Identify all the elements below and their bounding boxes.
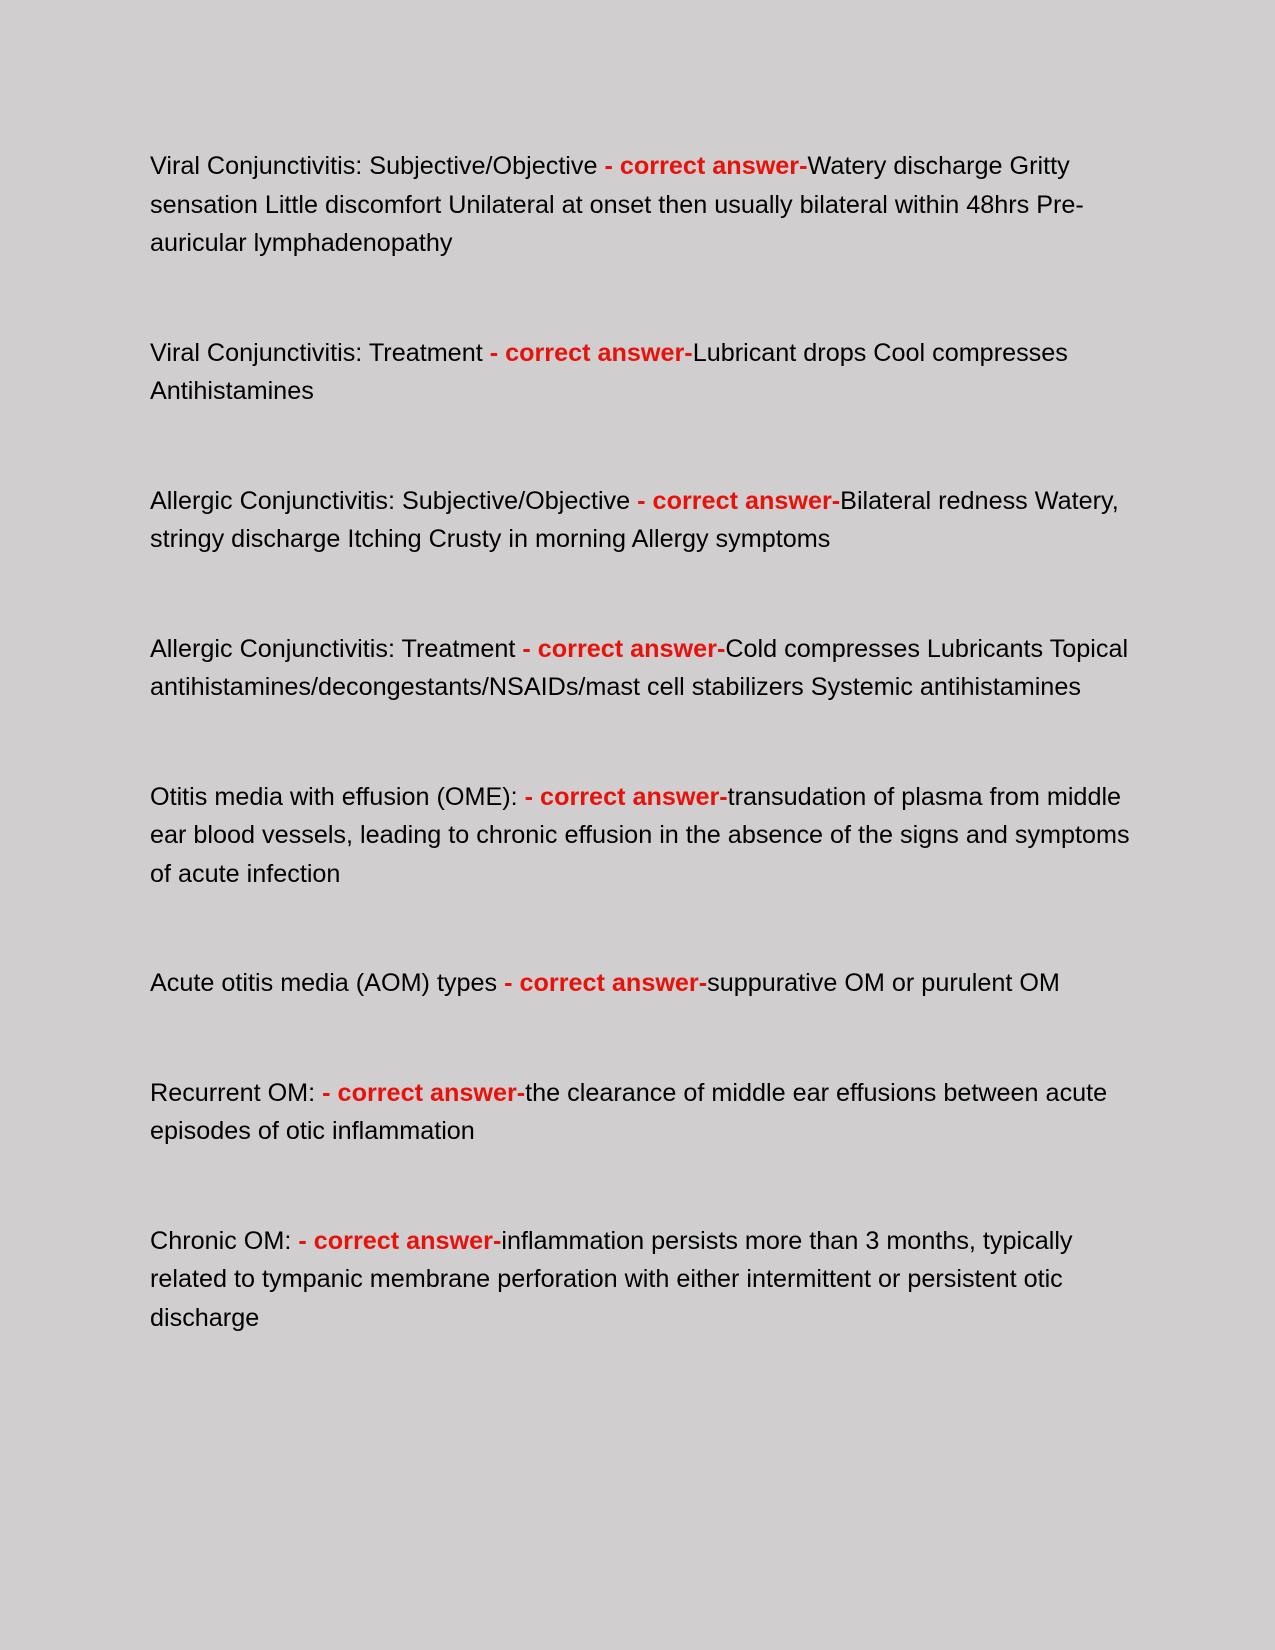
question-text: Viral Conjunctivitis: Subjective/Objective <box>150 152 598 180</box>
qa-item-acute-otitis-media-types <box>150 964 1150 1003</box>
answer-text: the clearance of middle ear effusions between acute episodes of otic inflammation <box>150 1078 1108 1145</box>
correct-answer-separator: - correct answer- <box>504 969 708 997</box>
qa-item-viral-conjunctivitis-subjective <box>150 147 1150 263</box>
correct-answer-separator: - correct answer- <box>637 486 841 515</box>
correct-answer-separator: - correct answer- <box>524 782 728 811</box>
qa-item-otitis-media-effusion <box>150 778 1150 894</box>
answer-text: Bilateral redness Watery, stringy discharge Itching Crusty in morning Allergy symptoms <box>150 486 1119 553</box>
question-text: Allergic Conjunctivitis: Subjective/Objective <box>150 486 631 515</box>
correct-answer-separator: - correct answer- <box>298 1226 502 1255</box>
answer-text: transudation of plasma from middle ear blood vessels, leading to chronic effusion in the absence of the signs and symptoms of acute infection <box>150 782 1130 888</box>
question-text: Allergic Conjunctivitis: Treatment <box>150 634 516 663</box>
answer-text: Watery discharge Gritty sensation Little discomfort Unilateral at onset then usually bilateral within 48hrs Pre-auricular lymphadenopathy <box>150 152 1084 257</box>
qa-item-allergic-conjunctivitis-treatment <box>150 630 1150 707</box>
qa-item-viral-conjunctivitis-treatment <box>150 334 1150 411</box>
question-text: Recurrent OM: <box>150 1078 316 1107</box>
correct-answer-separator: - correct answer- <box>522 634 726 663</box>
document-page <box>150 147 1150 1337</box>
qa-item-chronic-om <box>150 1222 1150 1338</box>
question-text: Viral Conjunctivitis: Treatment <box>150 338 483 367</box>
answer-text: Cold compresses Lubricants Topical antihistamines/decongestants/NSAIDs/mast cell stabilizers Systemic antihistamines <box>150 634 1129 701</box>
question-text: Chronic OM: <box>150 1226 292 1255</box>
correct-answer-separator: - correct answer- <box>322 1078 526 1107</box>
correct-answer-separator: - correct answer- <box>604 152 808 180</box>
answer-text: suppurative OM or purulent OM <box>707 969 1060 997</box>
question-text: Acute otitis media (AOM) types <box>150 969 498 997</box>
question-text: Otitis media with effusion (OME): <box>150 782 518 811</box>
correct-answer-separator: - correct answer- <box>489 338 693 367</box>
answer-text: Lubricant drops Cool compresses Antihistamines <box>150 338 1068 405</box>
qa-item-recurrent-om <box>150 1074 1150 1151</box>
answer-text: inflammation persists more than 3 months, typically related to tympanic membrane perforation with either intermittent or persistent otic discharge <box>150 1226 1073 1332</box>
qa-item-allergic-conjunctivitis-subjective <box>150 482 1150 559</box>
